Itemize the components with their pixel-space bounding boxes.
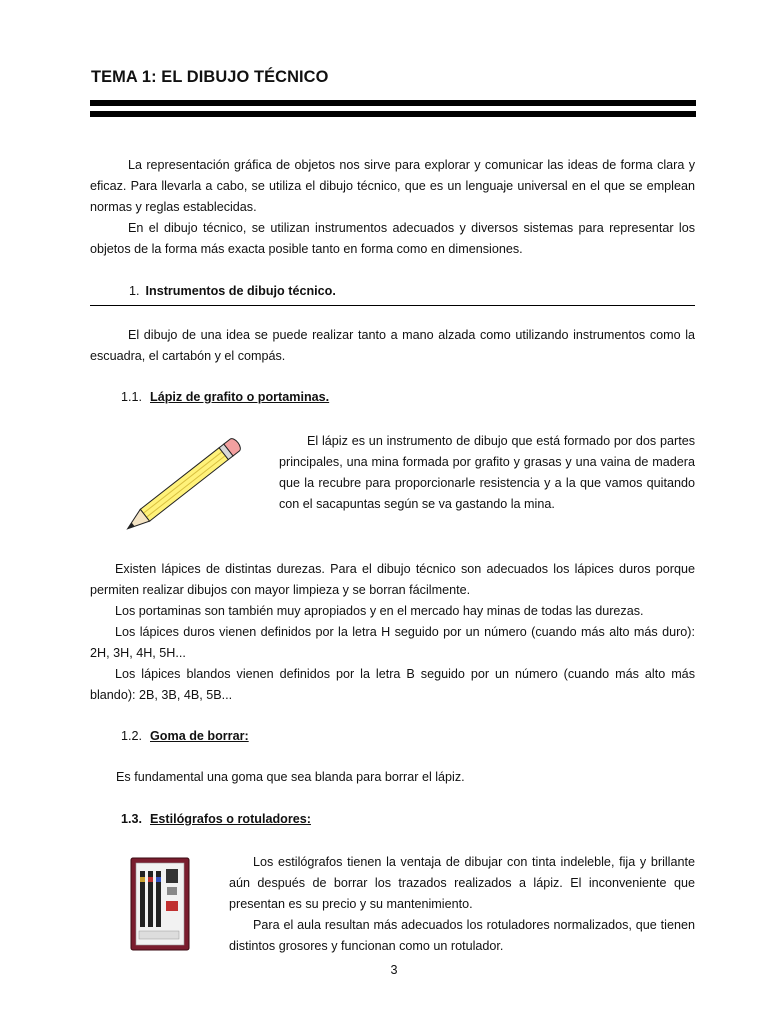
intro-paragraph-1: La representación gráfica de objetos nos sirve para explorar y comunicar las ideas de forma clara y eficaz. Para llevarla a cabo, se utiliza el dibujo técnico, que es un lenguaje universal en el que se emplean normas y reglas establecidas. bbox=[90, 158, 695, 214]
subsection-1-3-number: 1.3. bbox=[121, 812, 143, 826]
portaminas-paragraph: Los portaminas son también muy apropiados y en el mercado hay minas de todas las durezas. bbox=[115, 604, 644, 618]
pencil-description bbox=[279, 431, 695, 515]
page-title: TEMA 1: EL DIBUJO TÉCNICO bbox=[91, 68, 329, 86]
section-1-number: 1. bbox=[129, 284, 140, 298]
subsection-1-1-title: Lápiz de grafito o portaminas. bbox=[150, 390, 330, 404]
section-1-paragraph: El dibujo de una idea se puede realizar tanto a mano alzada como utilizando instrumentos como la escuadra, el cartabón y el compás. bbox=[90, 328, 695, 363]
pencil-illustration bbox=[112, 428, 262, 538]
pen-set-illustration bbox=[130, 857, 190, 952]
subsection-1-3-heading bbox=[121, 812, 311, 826]
subsection-1-2-title: Goma de borrar: bbox=[150, 729, 249, 743]
title-rule-top bbox=[90, 100, 696, 106]
subsection-1-1-text bbox=[90, 559, 695, 706]
subsection-1-1-number: 1.1. bbox=[121, 390, 143, 404]
pen-description bbox=[229, 852, 695, 957]
pen-paragraph-2: Para el aula resultan más adecuados los rotuladores normalizados, que tienen distintos grosores y funcionan como un rotulador. bbox=[229, 918, 695, 953]
eraser-paragraph: Es fundamental una goma que sea blanda para borrar el lápiz. bbox=[116, 770, 465, 784]
subsection-1-2-number: 1.2. bbox=[121, 729, 143, 743]
pencil-description-text: El lápiz es un instrumento de dibujo que está formado por dos partes principales, una mina formada por grafito y grasas y una vaina de madera que la recubre para proporcionarle resistencia y a la que vamos quitando con el sacapuntas según se va gastando la mina. bbox=[279, 434, 695, 511]
subsection-1-3-title: Estilógrafos o rotuladores: bbox=[150, 812, 311, 826]
title-rule-bottom bbox=[90, 111, 696, 117]
intro-text bbox=[90, 155, 695, 260]
page-number: 3 bbox=[390, 963, 398, 977]
hard-pencils-paragraph: Los lápices duros vienen definidos por la letra H seguido por un número (cuando más alto más duro): 2H, 3H, 4H, 5H... bbox=[90, 625, 695, 660]
section-1-title: Instrumentos de dibujo técnico. bbox=[145, 284, 336, 298]
section-1-text bbox=[90, 325, 695, 367]
pen-paragraph-1: Los estilógrafos tienen la ventaja de dibujar con tinta indeleble, fija y brillante aún después de borrar los trazados realizados a lápiz. El inconveniente que presentan es su precio y su mantenimiento. bbox=[229, 855, 695, 911]
section-1-rule bbox=[90, 305, 695, 306]
section-1-heading bbox=[129, 284, 336, 298]
hardness-paragraph: Existen lápices de distintas durezas. Para el dibujo técnico son adecuados los lápices duros porque permiten realizar dibujos con mayor limpieza y se borran fácilmente. bbox=[90, 562, 695, 597]
intro-paragraph-2: En el dibujo técnico, se utilizan instrumentos adecuados y diversos sistemas para representar los objetos de la forma más exacta posible tanto en forma como en dimensiones. bbox=[90, 221, 695, 256]
subsection-1-2-text bbox=[116, 767, 696, 788]
soft-pencils-paragraph: Los lápices blandos vienen definidos por la letra B seguido por un número (cuando más alto más blando): 2B, 3B, 4B, 5B... bbox=[90, 667, 695, 702]
subsection-1-2-heading bbox=[121, 729, 249, 743]
subsection-1-1-heading bbox=[121, 390, 329, 404]
